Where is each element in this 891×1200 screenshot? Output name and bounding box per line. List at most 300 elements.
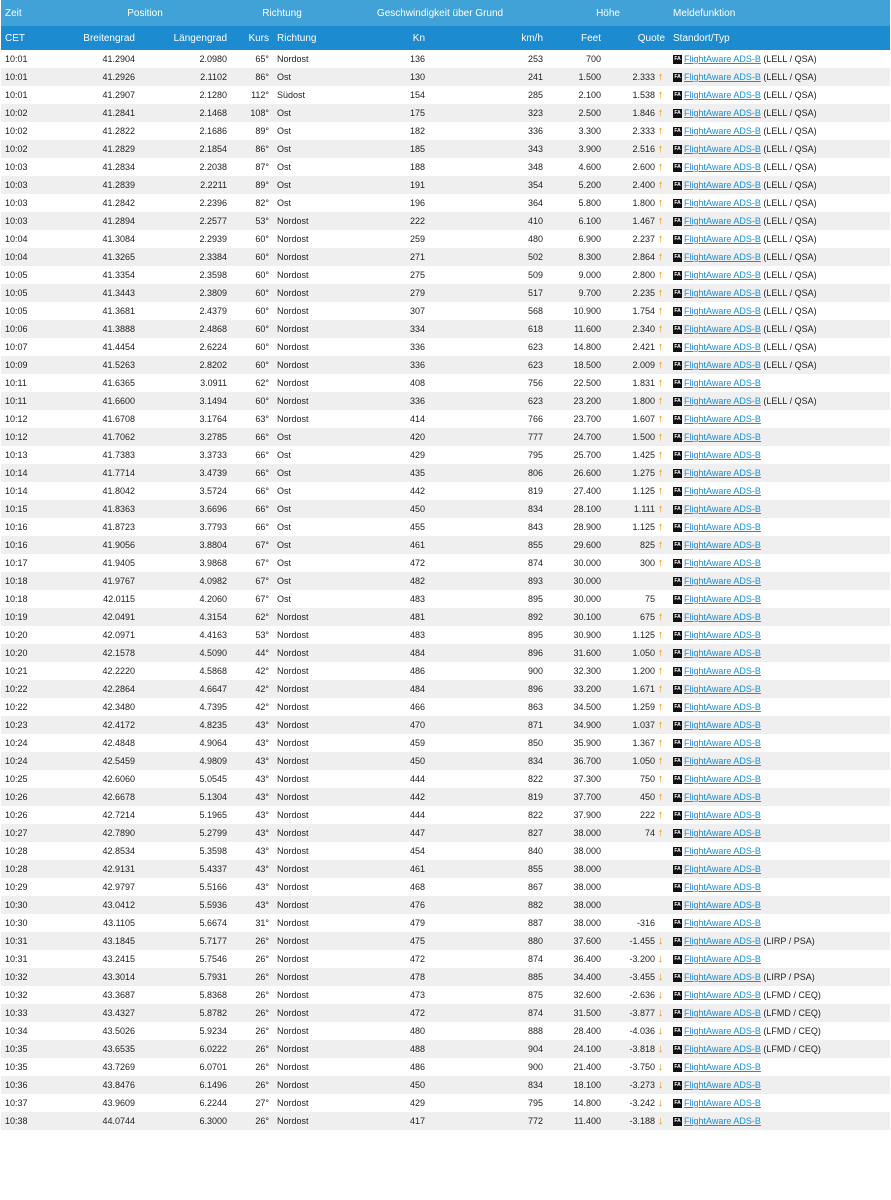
climb-rate-value: -3.188 <box>629 1116 656 1126</box>
cell-feet: 30.100 <box>547 608 605 626</box>
cell-direction: Nordost <box>273 1022 333 1040</box>
flightaware-source-link[interactable]: FlightAware ADS-B <box>684 863 761 874</box>
flightaware-logo-icon: FA <box>674 92 681 99</box>
cell-kmh: 623 <box>429 338 547 356</box>
col-kmh: km/h <box>429 26 547 50</box>
cell-climb-rate <box>605 374 669 392</box>
cell-kmh: 766 <box>429 410 547 428</box>
climb-rate-value: 2.864 <box>632 252 656 262</box>
arrow-up-icon: ↑ <box>657 395 664 407</box>
cell-source <box>669 1040 890 1058</box>
cell-knots: 417 <box>333 1112 429 1130</box>
cell-climb-rate <box>605 86 669 104</box>
cell-time: 10:03 <box>1 212 59 230</box>
flightaware-source-link[interactable]: FlightAware ADS-B <box>684 503 761 514</box>
cell-knots: 429 <box>333 446 429 464</box>
arrow-up-icon: ↑ <box>657 647 664 659</box>
cell-longitude: 5.8368 <box>139 986 231 1004</box>
cell-latitude: 41.9405 <box>59 554 139 572</box>
flightaware-source-link[interactable]: FlightAware ADS-B <box>684 521 761 532</box>
cell-time: 10:12 <box>1 410 59 428</box>
cell-feet: 34.500 <box>547 698 605 716</box>
cell-longitude: 5.7931 <box>139 968 231 986</box>
climb-rate-value: 1.125 <box>632 630 656 640</box>
cell-longitude: 4.0982 <box>139 572 231 590</box>
cell-direction: Nordost <box>273 1076 333 1094</box>
cell-course: 89° <box>231 122 273 140</box>
flightaware-source-link[interactable]: FlightAware ADS-B <box>684 1061 761 1072</box>
cell-longitude: 3.6696 <box>139 500 231 518</box>
flightaware-logo-icon: FA <box>674 776 681 783</box>
cell-longitude: 5.1304 <box>139 788 231 806</box>
flightaware-source-link[interactable]: FlightAware ADS-B <box>684 431 761 442</box>
cell-course: 53° <box>231 626 273 644</box>
cell-longitude: 2.2396 <box>139 194 231 212</box>
cell-source <box>669 122 890 140</box>
cell-latitude: 42.4172 <box>59 716 139 734</box>
cell-knots: 442 <box>333 482 429 500</box>
flightaware-logo-icon: FA <box>674 1028 681 1035</box>
cell-course: 26° <box>231 1112 273 1130</box>
flightaware-source-link[interactable]: FlightAware ADS-B <box>684 89 761 100</box>
cell-feet: 33.200 <box>547 680 605 698</box>
flightaware-source-link[interactable]: FlightAware ADS-B <box>684 593 761 604</box>
table-row <box>1 140 890 158</box>
cell-course: 67° <box>231 572 273 590</box>
cell-course: 66° <box>231 482 273 500</box>
cell-feet: 32.600 <box>547 986 605 1004</box>
cell-longitude: 6.0222 <box>139 1040 231 1058</box>
flightaware-logo-icon: FA <box>674 1082 681 1089</box>
flightaware-source-link[interactable]: FlightAware ADS-B <box>684 1079 761 1090</box>
climb-rate-value: 1.367 <box>632 738 656 748</box>
climb-rate-value: 1.125 <box>632 486 656 496</box>
flightaware-logo-icon: FA <box>674 146 681 153</box>
cell-knots: 414 <box>333 410 429 428</box>
flightaware-source-link[interactable]: FlightAware ADS-B <box>684 449 761 460</box>
flightaware-source-link[interactable]: FlightAware ADS-B <box>684 233 761 244</box>
flightaware-source-link[interactable]: FlightAware ADS-B <box>684 377 761 388</box>
flightaware-source-link[interactable]: FlightAware ADS-B <box>684 287 761 298</box>
flightaware-source-link[interactable]: FlightAware ADS-B <box>684 719 761 730</box>
cell-kmh: 834 <box>429 752 547 770</box>
flightaware-source-link[interactable]: FlightAware ADS-B <box>684 1097 761 1108</box>
cell-feet: 38.000 <box>547 860 605 878</box>
cell-knots: 450 <box>333 500 429 518</box>
cell-course: 65° <box>231 50 273 68</box>
flightaware-source-link[interactable]: FlightAware ADS-B <box>684 773 761 784</box>
climb-rate-value: -316 <box>637 918 656 928</box>
cell-knots: 435 <box>333 464 429 482</box>
cell-direction: Nordost <box>273 338 333 356</box>
cell-course: 26° <box>231 950 273 968</box>
flightaware-source-link[interactable]: FlightAware ADS-B <box>684 827 761 838</box>
cell-time: 10:17 <box>1 554 59 572</box>
cell-feet: 4.600 <box>547 158 605 176</box>
cell-time: 10:11 <box>1 392 59 410</box>
cell-time: 10:20 <box>1 644 59 662</box>
cell-time: 10:28 <box>1 842 59 860</box>
flightaware-logo-icon: FA <box>674 56 681 63</box>
cell-direction: Nordost <box>273 320 333 338</box>
cell-feet: 28.100 <box>547 500 605 518</box>
cell-longitude: 5.2799 <box>139 824 231 842</box>
cell-direction: Nordost <box>273 410 333 428</box>
cell-course: 86° <box>231 140 273 158</box>
cell-kmh: 795 <box>429 1094 547 1112</box>
table-row <box>1 824 890 842</box>
cell-source <box>669 842 890 860</box>
cell-time: 10:34 <box>1 1022 59 1040</box>
cell-source <box>669 500 890 518</box>
arrow-up-icon: ↑ <box>657 197 664 209</box>
flightaware-source-link[interactable]: FlightAware ADS-B <box>684 485 761 496</box>
cell-source <box>669 302 890 320</box>
flightaware-logo-icon: FA <box>674 560 681 567</box>
flightaware-source-link[interactable]: FlightAware ADS-B <box>684 737 761 748</box>
cell-direction: Nordost <box>273 950 333 968</box>
cell-climb-rate <box>605 104 669 122</box>
flightaware-logo-icon: FA <box>674 866 681 873</box>
col-richtung: Richtung <box>273 26 333 50</box>
arrow-down-icon: ↓ <box>657 989 664 1001</box>
cell-latitude: 43.1845 <box>59 932 139 950</box>
cell-course: 26° <box>231 1040 273 1058</box>
flightaware-source-link[interactable]: FlightAware ADS-B <box>684 539 761 550</box>
cell-direction: Nordost <box>273 1004 333 1022</box>
cell-longitude: 4.7395 <box>139 698 231 716</box>
cell-knots: 408 <box>333 374 429 392</box>
cell-feet: 35.900 <box>547 734 605 752</box>
cell-knots: 336 <box>333 338 429 356</box>
flightaware-source-link[interactable]: FlightAware ADS-B <box>684 71 761 82</box>
cell-direction: Nordost <box>273 680 333 698</box>
flightaware-source-link[interactable]: FlightAware ADS-B <box>684 665 761 676</box>
cell-knots: 478 <box>333 968 429 986</box>
cell-time: 10:37 <box>1 1094 59 1112</box>
flightaware-source-link[interactable]: FlightAware ADS-B <box>684 125 761 136</box>
flightaware-source-link[interactable]: FlightAware ADS-B <box>684 323 761 334</box>
flightaware-source-link[interactable]: FlightAware ADS-B <box>684 1043 761 1054</box>
flightaware-source-link[interactable]: FlightAware ADS-B <box>684 557 761 568</box>
cell-course: 43° <box>231 770 273 788</box>
column-group-header-row <box>1 0 890 26</box>
cell-course: 43° <box>231 878 273 896</box>
cell-direction: Nordost <box>273 932 333 950</box>
cell-time: 10:21 <box>1 662 59 680</box>
cell-source <box>669 788 890 806</box>
receiver-location: (LFMD / CEQ) <box>763 1025 821 1036</box>
flightaware-source-link[interactable]: FlightAware ADS-B <box>684 629 761 640</box>
cell-latitude: 41.2907 <box>59 86 139 104</box>
flightaware-source-link[interactable]: FlightAware ADS-B <box>684 341 761 352</box>
cell-source <box>669 824 890 842</box>
cell-knots: 475 <box>333 932 429 950</box>
cell-kmh: 806 <box>429 464 547 482</box>
climb-rate-value: 1.754 <box>632 306 656 316</box>
cell-kmh: 880 <box>429 932 547 950</box>
flightaware-source-link[interactable]: FlightAware ADS-B <box>684 179 761 190</box>
cell-feet: 38.000 <box>547 896 605 914</box>
cell-knots: 222 <box>333 212 429 230</box>
cell-course: 27° <box>231 1094 273 1112</box>
cell-knots: 450 <box>333 752 429 770</box>
receiver-location: (LIRP / PSA) <box>763 971 815 982</box>
cell-knots: 476 <box>333 896 429 914</box>
cell-kmh: 336 <box>429 122 547 140</box>
cell-source <box>669 698 890 716</box>
cell-knots: 336 <box>333 392 429 410</box>
flightaware-source-link[interactable]: FlightAware ADS-B <box>684 683 761 694</box>
cell-feet: 18.100 <box>547 1076 605 1094</box>
cell-latitude: 41.8363 <box>59 500 139 518</box>
cell-kmh: 895 <box>429 590 547 608</box>
table-row <box>1 554 890 572</box>
table-row <box>1 356 890 374</box>
receiver-location: (LIRP / PSA) <box>763 935 815 946</box>
cell-source <box>669 410 890 428</box>
cell-time: 10:05 <box>1 302 59 320</box>
flightaware-source-link[interactable]: FlightAware ADS-B <box>684 305 761 316</box>
cell-latitude: 41.7383 <box>59 446 139 464</box>
flightaware-source-link[interactable]: FlightAware ADS-B <box>684 1115 761 1126</box>
flightaware-logo-icon: FA <box>674 632 681 639</box>
flightaware-source-link[interactable]: FlightAware ADS-B <box>684 845 761 856</box>
flightaware-source-link[interactable]: FlightAware ADS-B <box>684 251 761 262</box>
receiver-location: (LFMD / CEQ) <box>763 1043 821 1054</box>
arrow-up-icon: ↑ <box>657 539 664 551</box>
cell-longitude: 2.6224 <box>139 338 231 356</box>
flightaware-logo-icon: FA <box>674 344 681 351</box>
cell-kmh: 618 <box>429 320 547 338</box>
flightaware-source-link[interactable]: FlightAware ADS-B <box>684 1007 761 1018</box>
flightaware-source-link[interactable]: FlightAware ADS-B <box>684 647 761 658</box>
flightaware-logo-icon: FA <box>674 848 681 855</box>
flightaware-logo-icon: FA <box>674 380 681 387</box>
cell-kmh: 509 <box>429 266 547 284</box>
cell-time: 10:01 <box>1 68 59 86</box>
table-row <box>1 1040 890 1058</box>
flightaware-logo-icon: FA <box>674 614 681 621</box>
flightaware-source-link[interactable]: FlightAware ADS-B <box>684 971 761 982</box>
arrow-up-icon: ↑ <box>657 809 664 821</box>
table-row <box>1 770 890 788</box>
cell-kmh: 840 <box>429 842 547 860</box>
flightaware-logo-icon: FA <box>674 164 681 171</box>
cell-source <box>669 536 890 554</box>
cell-longitude: 6.1496 <box>139 1076 231 1094</box>
header-zeit: Zeit <box>1 0 59 26</box>
flightaware-source-link[interactable]: FlightAware ADS-B <box>684 269 761 280</box>
cell-climb-rate <box>605 230 669 248</box>
table-row <box>1 1022 890 1040</box>
cell-knots: 442 <box>333 788 429 806</box>
cell-latitude: 41.5263 <box>59 356 139 374</box>
table-row <box>1 374 890 392</box>
cell-latitude: 41.2829 <box>59 140 139 158</box>
climb-rate-value: 1.425 <box>632 450 656 460</box>
cell-direction: Ost <box>273 122 333 140</box>
flightaware-source-link[interactable]: FlightAware ADS-B <box>684 791 761 802</box>
cell-latitude: 42.7890 <box>59 824 139 842</box>
cell-direction: Nordost <box>273 374 333 392</box>
flightaware-source-link[interactable]: FlightAware ADS-B <box>684 611 761 622</box>
flightaware-logo-icon: FA <box>674 398 681 405</box>
cell-direction: Nordost <box>273 806 333 824</box>
flightaware-source-link[interactable]: FlightAware ADS-B <box>684 197 761 208</box>
cell-climb-rate <box>605 662 669 680</box>
cell-longitude: 2.2577 <box>139 212 231 230</box>
receiver-location: (LELL / QSA) <box>763 53 817 64</box>
cell-direction: Nordost <box>273 644 333 662</box>
cell-time: 10:33 <box>1 1004 59 1022</box>
flightaware-source-link[interactable]: FlightAware ADS-B <box>684 881 761 892</box>
cell-source <box>669 1022 890 1040</box>
flightaware-source-link[interactable]: FlightAware ADS-B <box>684 413 761 424</box>
table-row <box>1 608 890 626</box>
table-row <box>1 158 890 176</box>
cell-time: 10:35 <box>1 1040 59 1058</box>
cell-knots: 472 <box>333 950 429 968</box>
climb-rate-value: 2.333 <box>632 126 656 136</box>
arrow-up-icon: ↑ <box>657 431 664 443</box>
flightaware-source-link[interactable]: FlightAware ADS-B <box>684 935 761 946</box>
cell-direction: Ost <box>273 518 333 536</box>
cell-course: 66° <box>231 446 273 464</box>
cell-course: 66° <box>231 428 273 446</box>
cell-latitude: 41.3681 <box>59 302 139 320</box>
cell-latitude: 41.3354 <box>59 266 139 284</box>
cell-latitude: 41.6600 <box>59 392 139 410</box>
header-groundspeed: Geschwindigkeit über Grund <box>333 0 547 26</box>
cell-latitude: 41.2894 <box>59 212 139 230</box>
cell-direction: Südost <box>273 86 333 104</box>
flightaware-source-link[interactable]: FlightAware ADS-B <box>684 53 761 64</box>
cell-knots: 188 <box>333 158 429 176</box>
flightaware-source-link[interactable]: FlightAware ADS-B <box>684 899 761 910</box>
cell-direction: Ost <box>273 104 333 122</box>
flightaware-source-link[interactable]: FlightAware ADS-B <box>684 989 761 1000</box>
cell-direction: Nordost <box>273 716 333 734</box>
col-cet: CET <box>1 26 59 50</box>
cell-source <box>669 752 890 770</box>
arrow-down-icon: ↓ <box>657 1079 664 1091</box>
flightaware-source-link[interactable]: FlightAware ADS-B <box>684 917 761 928</box>
cell-time: 10:03 <box>1 176 59 194</box>
cell-kmh: 843 <box>429 518 547 536</box>
arrow-up-icon: ↑ <box>657 485 664 497</box>
cell-time: 10:31 <box>1 950 59 968</box>
flightaware-source-link[interactable]: FlightAware ADS-B <box>684 953 761 964</box>
cell-knots: 196 <box>333 194 429 212</box>
cell-direction: Nordost <box>273 626 333 644</box>
climb-rate-value: 1.467 <box>632 216 656 226</box>
flightaware-source-link[interactable]: FlightAware ADS-B <box>684 701 761 712</box>
cell-source <box>669 176 890 194</box>
arrow-up-icon: ↑ <box>657 377 664 389</box>
table-row <box>1 86 890 104</box>
cell-direction: Nordost <box>273 1040 333 1058</box>
cell-knots: 473 <box>333 986 429 1004</box>
cell-direction: Nordost <box>273 356 333 374</box>
cell-kmh: 871 <box>429 716 547 734</box>
receiver-location: (LELL / QSA) <box>763 89 817 100</box>
cell-climb-rate <box>605 536 669 554</box>
cell-time: 10:30 <box>1 914 59 932</box>
climb-rate-value: 2.333 <box>632 72 656 82</box>
cell-source <box>669 158 890 176</box>
climb-rate-value: 1.538 <box>632 90 656 100</box>
arrow-down-icon: ↓ <box>657 953 664 965</box>
cell-direction: Nordost <box>273 1094 333 1112</box>
cell-feet: 18.500 <box>547 356 605 374</box>
cell-feet: 30.900 <box>547 626 605 644</box>
cell-source <box>669 392 890 410</box>
cell-direction: Nordost <box>273 734 333 752</box>
cell-time: 10:18 <box>1 590 59 608</box>
flightaware-logo-icon: FA <box>674 542 681 549</box>
flightaware-source-link[interactable]: FlightAware ADS-B <box>684 161 761 172</box>
table-row <box>1 914 890 932</box>
flightaware-source-link[interactable]: FlightAware ADS-B <box>684 395 761 406</box>
flightaware-source-link[interactable]: FlightAware ADS-B <box>684 215 761 226</box>
flightaware-source-link[interactable]: FlightAware ADS-B <box>684 143 761 154</box>
cell-longitude: 2.1854 <box>139 140 231 158</box>
climb-rate-value: 2.340 <box>632 324 656 334</box>
cell-time: 10:20 <box>1 626 59 644</box>
flightaware-logo-icon: FA <box>674 902 681 909</box>
cell-feet: 24.100 <box>547 1040 605 1058</box>
cell-latitude: 41.9056 <box>59 536 139 554</box>
cell-time: 10:09 <box>1 356 59 374</box>
arrow-up-icon: ↑ <box>657 269 664 281</box>
flightaware-source-link[interactable]: FlightAware ADS-B <box>684 1025 761 1036</box>
col-laengengrad: Längengrad <box>139 26 231 50</box>
climb-rate-value: 1.607 <box>632 414 656 424</box>
cell-latitude: 42.1578 <box>59 644 139 662</box>
cell-longitude: 5.5166 <box>139 878 231 896</box>
flightaware-logo-icon: FA <box>674 722 681 729</box>
flightaware-source-link[interactable]: FlightAware ADS-B <box>684 809 761 820</box>
table-row <box>1 572 890 590</box>
flightaware-source-link[interactable]: FlightAware ADS-B <box>684 107 761 118</box>
arrow-up-icon: ↑ <box>657 305 664 317</box>
flightaware-logo-icon: FA <box>674 254 681 261</box>
cell-course: 26° <box>231 968 273 986</box>
cell-climb-rate <box>605 572 669 590</box>
cell-source <box>669 572 890 590</box>
arrow-up-icon: ↑ <box>657 629 664 641</box>
cell-direction: Ost <box>273 446 333 464</box>
cell-climb-rate <box>605 464 669 482</box>
climb-rate-value: 74 <box>645 828 656 838</box>
cell-longitude: 5.6674 <box>139 914 231 932</box>
flightaware-source-link[interactable]: FlightAware ADS-B <box>684 755 761 766</box>
cell-course: 43° <box>231 842 273 860</box>
cell-knots: 481 <box>333 608 429 626</box>
cell-longitude: 4.8235 <box>139 716 231 734</box>
flightaware-source-link[interactable]: FlightAware ADS-B <box>684 575 761 586</box>
cell-course: 66° <box>231 518 273 536</box>
cell-time: 10:16 <box>1 518 59 536</box>
climb-rate-value: -3.818 <box>629 1044 656 1054</box>
flightaware-source-link[interactable]: FlightAware ADS-B <box>684 359 761 370</box>
flightaware-source-link[interactable]: FlightAware ADS-B <box>684 467 761 478</box>
cell-direction: Nordost <box>273 248 333 266</box>
cell-latitude: 42.6060 <box>59 770 139 788</box>
cell-course: 31° <box>231 914 273 932</box>
cell-kmh: 819 <box>429 482 547 500</box>
